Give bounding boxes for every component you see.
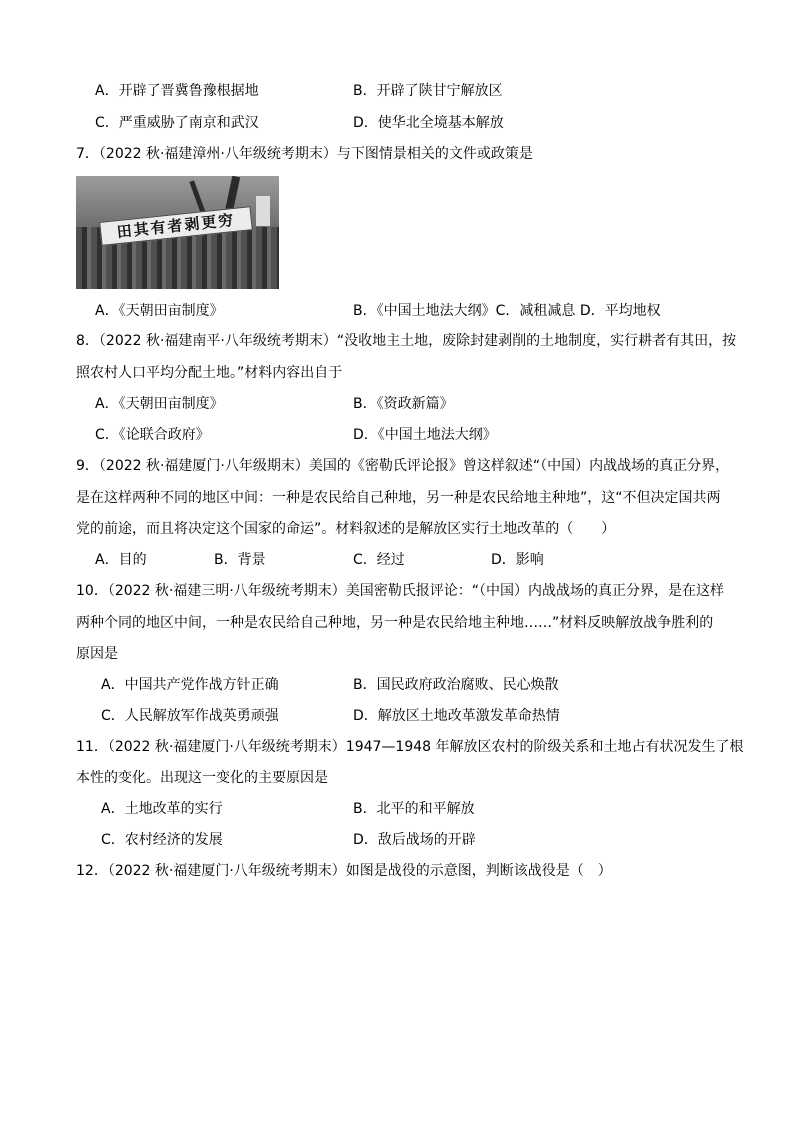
q9-option-d: D．影响 [491, 552, 544, 568]
q11-option-b: B．北平的和平解放 [353, 801, 475, 817]
q10-stem-line-3: 原因是 [76, 646, 118, 662]
q7-stem: 7．（2022 秋·福建漳州·八年级统考期末）与下图情景相关的文件或政策是 [76, 146, 533, 162]
q8-stem-line-1: 8．（2022 秋·福建南平·八年级统考期末）“没收地主土地，废除封建剥削的土地制度，实行耕者有其田，按 [76, 333, 737, 349]
q9-stem-line-3: 党的前途，而且将决定这个国家的命运”。材料叙述的是解放区实行土地改革的（ ） [76, 521, 616, 537]
q10-stem-line-2: 两种个同的地区中间，一种是农民给自己种地，另一种是农民给地主种地……”材料反映解放战争胜利的 [76, 615, 714, 631]
q9-option-c: C．经过 [353, 552, 405, 568]
q10-option-c: C．人民解放军作战英勇顽强 [101, 708, 279, 724]
q11-option-a: A．土地改革的实行 [101, 801, 223, 817]
q6-option-c: C．严重威胁了南京和武汉 [95, 115, 259, 131]
q8-option-d: D．《中国土地法大纲》 [353, 427, 497, 443]
q7-option-bcd: B．《中国土地法大纲》C．减租减息 D．平均地权 [353, 303, 661, 319]
q10-option-a: A．中国共产党作战方针正确 [101, 677, 279, 693]
q11-option-d: D．敌后战场的开辟 [353, 832, 476, 848]
q7-historical-photo [76, 176, 279, 289]
q10-option-b: B．国民政府政治腐败、民心焕散 [353, 677, 559, 693]
q9-stem-line-2: 是在这样两种不同的地区中间：一种是农民给自己种地，另一种是农民给地主种地”，这“不但决定国共两 [76, 490, 721, 506]
q8-option-a: A．《天朝田亩制度》 [95, 396, 224, 412]
q11-stem-line-1: 11．（2022 秋·福建厦门·八年级统考期末）1947—1948 年解放区农村的阶级关系和土地占有状况发生了根 [76, 739, 744, 755]
q11-stem-line-2: 本性的变化。出现这一变化的主要原因是 [76, 770, 328, 786]
q12-stem: 12．（2022 秋·福建厦门·八年级统考期末）如图是战役的示意图，判断该战役是（ ） [76, 863, 612, 879]
q8-option-c: C．《论联合政府》 [95, 427, 210, 443]
q10-stem-line-1: 10．（2022 秋·福建三明·八年级统考期末）美国密勒氏报评论：“（中国）内战战场的真正分界，是在这样 [76, 583, 725, 599]
q10-option-d: D．解放区土地改革激发革命热情 [353, 708, 560, 724]
q9-option-a: A．目的 [95, 552, 147, 568]
photo-banner-text: 田其有者剥更穷 [99, 206, 253, 246]
q8-option-b: B．《资政新篇》 [353, 396, 454, 412]
q6-option-d: D．使华北全境基本解放 [353, 115, 504, 131]
q6-option-a: A．开辟了晋冀鲁豫根据地 [95, 83, 259, 99]
q8-stem-line-2: 照农村人口平均分配土地。”材料内容出自于 [76, 365, 343, 381]
q9-stem-line-1: 9．（2022 秋·福建厦门·八年级期末）美国的《密勒氏评论报》曾这样叙述“（中国）内战战场的真正分界， [76, 458, 730, 474]
q6-option-b: B．开辟了陕甘宁解放区 [353, 83, 503, 99]
q9-option-b: B．背景 [214, 552, 266, 568]
q11-option-c: C．农村经济的发展 [101, 832, 223, 848]
q7-option-a: A．《天朝田亩制度》 [95, 303, 224, 319]
